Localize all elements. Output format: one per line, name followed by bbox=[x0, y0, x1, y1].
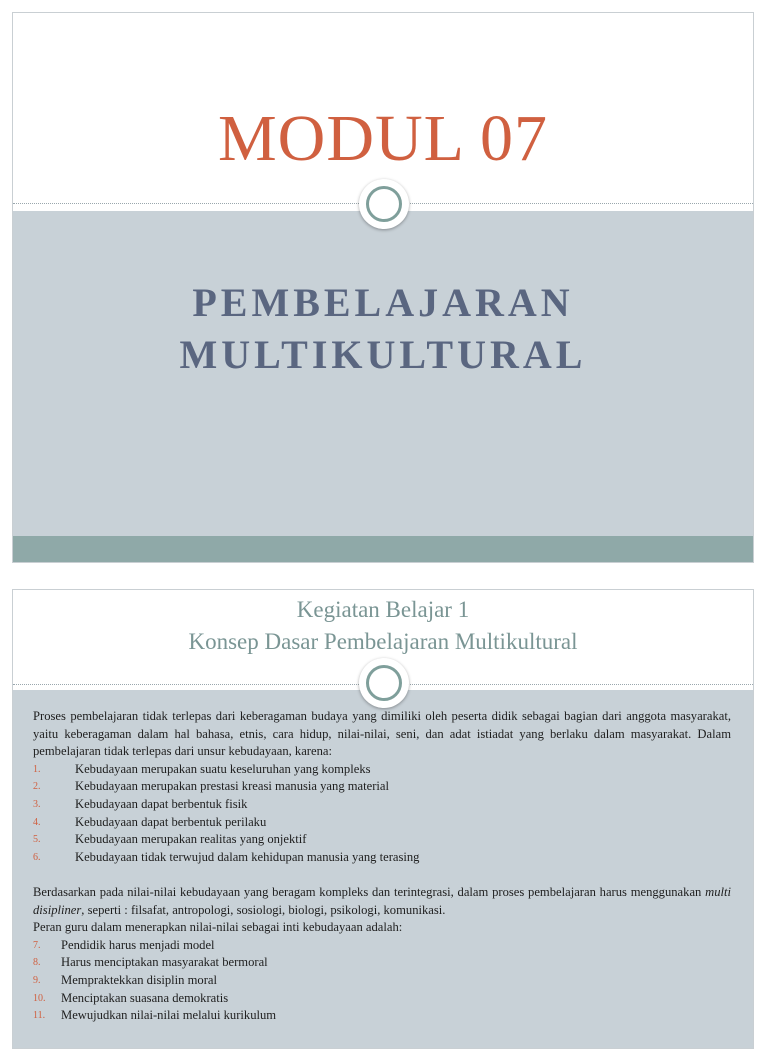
lesson-title bbox=[13, 594, 753, 658]
list-item bbox=[33, 990, 731, 1008]
list-number: 9. bbox=[33, 974, 41, 986]
list-text: Menciptakan suasana demokratis bbox=[61, 990, 229, 1005]
list-item bbox=[33, 761, 731, 779]
list-text: Harus menciptakan masyarakat bermoral bbox=[61, 955, 268, 970]
lesson-title-line: Konsep Dasar Pembelajaran Multikultural bbox=[188, 629, 578, 654]
list-number: 7. bbox=[33, 939, 41, 951]
list-item bbox=[33, 778, 731, 796]
list-item bbox=[33, 831, 731, 849]
list-text: Mewujudkan nilai-nilai melalui kurikulum bbox=[61, 1008, 277, 1023]
list-number: 6. bbox=[33, 851, 41, 863]
list-number: 5. bbox=[33, 834, 41, 846]
subtitle-line: PEMBELAJARAN bbox=[192, 280, 574, 325]
module-title: MODUL 07 bbox=[217, 102, 549, 175]
list-item bbox=[33, 796, 731, 814]
list-text: Kebudayaan merupakan suatu keseluruhan yang kompleks bbox=[75, 761, 371, 776]
list-text: Kebudayaan dapat berbentuk perilaku bbox=[75, 814, 267, 829]
list-text: Pendidik harus menjadi model bbox=[61, 937, 215, 952]
subtitle-line: MULTIKULTURAL bbox=[179, 332, 587, 377]
teacher-role-list bbox=[33, 937, 731, 1025]
list-item bbox=[33, 849, 731, 867]
intro-paragraph: Proses pembelajaran tidak terlepas dari keberagaman budaya yang dimiliki oleh peserta didik sebagai bagian dari anggota masyarakat, yaitu keberagaman dalam hal bahasa, etnis, cara hidup, nilai-nilai, seni, dan adat istiadat yang berlaku dalam masyarakat. Dalam pembelajaran tidak terlepas dari unsur kebudayaan, karena: bbox=[33, 709, 731, 759]
list-number: 1. bbox=[33, 763, 41, 775]
teacher-role-paragraph: Peran guru dalam menerapkan nilai-nilai sebagai inti kebudayaan adalah: bbox=[33, 920, 403, 935]
bottom-band bbox=[13, 536, 753, 562]
lesson-title-line: Kegiatan Belajar 1 bbox=[296, 597, 470, 622]
list-text: Mempraktekkan disiplin moral bbox=[61, 972, 217, 987]
list-text: Kebudayaan dapat berbentuk fisik bbox=[75, 796, 248, 811]
slide-title bbox=[12, 12, 754, 563]
list-text: Kebudayaan merupakan prestasi kreasi manusia yang material bbox=[75, 779, 390, 794]
list-number: 11. bbox=[33, 1010, 46, 1022]
ring-ornament bbox=[359, 179, 409, 229]
module-subtitle bbox=[13, 277, 753, 381]
list-number: 4. bbox=[33, 816, 41, 828]
ring-ornament bbox=[359, 658, 409, 708]
list-text: Kebudayaan tidak terwujud dalam kehidupan manusia yang terasing bbox=[75, 849, 420, 864]
list-item bbox=[33, 814, 731, 832]
list-number: 10. bbox=[33, 992, 46, 1004]
slide-content bbox=[12, 589, 754, 1049]
list-text: Kebudayaan merupakan realitas yang onjektif bbox=[75, 832, 307, 847]
list-item bbox=[33, 954, 731, 972]
lesson-content bbox=[33, 708, 731, 1025]
list-number: 2. bbox=[33, 781, 41, 793]
multidisciplinary-paragraph: Berdasarkan pada nilai-nilai kebudayaan yang beragam kompleks dan terintegrasi, dalam proses pembelajaran harus menggunakan multi disipliner, seperti : filsafat, antropologi, sosiologi, biologi, psikologi, komunikasi. bbox=[33, 884, 731, 917]
list-number: 3. bbox=[33, 798, 41, 810]
list-number: 8. bbox=[33, 957, 41, 969]
list-item bbox=[33, 972, 731, 990]
culture-list bbox=[33, 761, 731, 867]
list-item bbox=[33, 937, 731, 955]
list-item bbox=[33, 1007, 731, 1025]
